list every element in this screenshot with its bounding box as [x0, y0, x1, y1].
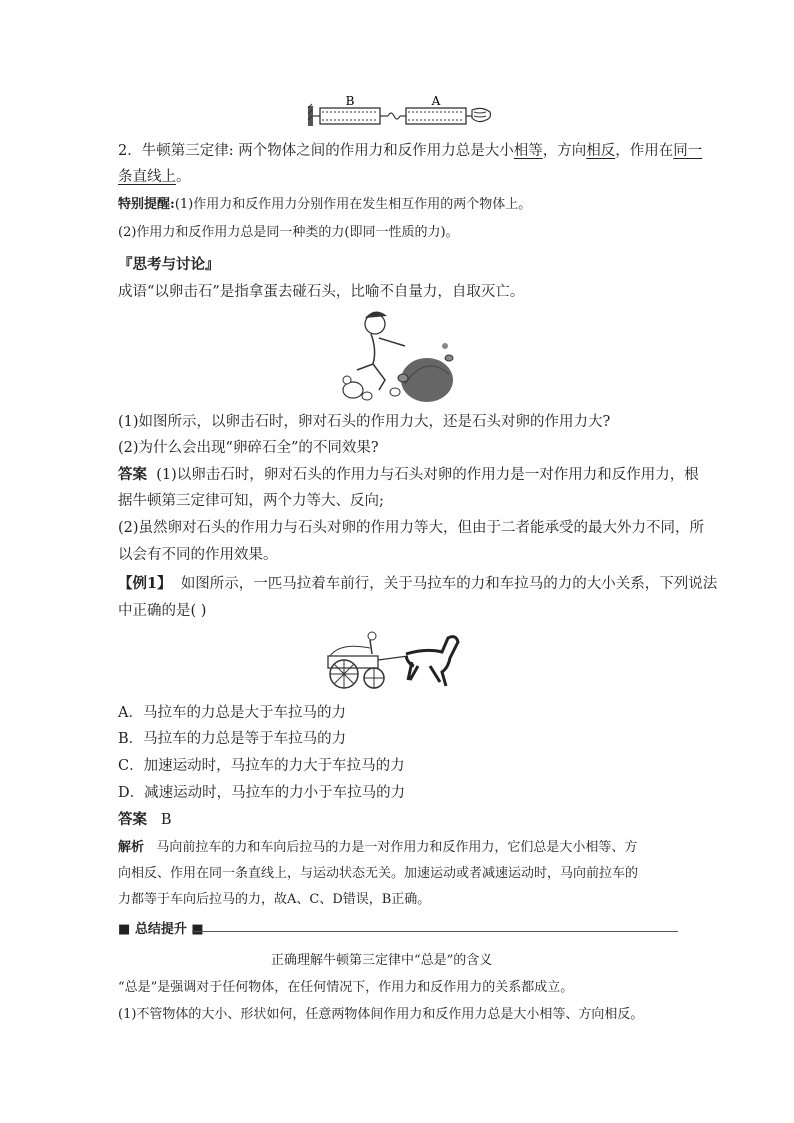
discussion-heading: 『思考与讨论』: [118, 256, 220, 273]
analysis-line-2: 向相反、作用在同一条直线上，与运动状态无关。加速运动或者减速运动时，马向前拉车的: [118, 866, 639, 881]
option-c: C．加速运动时，马拉车的力大于车拉马的力: [118, 758, 405, 774]
option-a: A．马拉车的力总是大于车拉马的力: [118, 705, 346, 721]
discussion-question-1: (1)如图所示，以卵击石时，卵对石头的作用力大，还是石头对卵的作用力大?: [118, 414, 611, 430]
option-b: B．马拉车的力总是等于车拉马的力: [118, 731, 347, 747]
law-text: ，方向: [542, 143, 587, 159]
answer-label: 答案: [118, 466, 147, 483]
law-blank-same: 同一: [673, 143, 703, 159]
reminder-point-2: (2)作用力和反作用力总是同一种类的力(即同一性质的力)。: [118, 225, 459, 240]
example-label: 【例1】: [118, 575, 172, 592]
answer-text: (1)以卵击石时，卵对石头的作用力与石头对卵的作用力是一对作用力和反作用力，根: [156, 467, 699, 483]
summary-title: 正确理解牛顿第三定律中“总是”的含义: [271, 953, 493, 968]
example-stem-line-2: 中正确的是( ): [118, 603, 207, 619]
summary-divider: [192, 931, 678, 932]
discussion-intro: 成语“以卵击石”是指拿蛋去碰石头，比喻不自量力，自取灭亡。: [118, 284, 525, 300]
reminder-line-1: [118, 195, 531, 215]
summary-label: [118, 920, 204, 940]
spring-label-b: B: [345, 94, 355, 108]
law-text: 。: [176, 169, 191, 185]
analysis-line-3: 力都等于车向后拉马的力，故A、C、D错误，B正确。: [118, 892, 431, 907]
spring-scales-figure: [306, 94, 492, 134]
reminder-point-1: (1)作用力和反作用力分别作用在发生相互作用的两个物体上。: [174, 197, 532, 212]
discussion-answer-line-3: (2)虽然卵对石头的作用力与石头对卵的作用力等大，但由于二者能承受的最大外力不同，所: [118, 520, 705, 536]
example-answer: [118, 810, 171, 830]
egg-stone-figure: [335, 308, 459, 408]
example-stem: 如图所示，一匹马拉着车前行，关于马拉车的力和车拉马的力的大小关系，下列说法: [180, 576, 718, 592]
discussion-answer-line-1: [118, 465, 699, 485]
discussion-question-2: (2)为什么会出现“卵碎石全”的不同效果?: [118, 440, 379, 456]
example-answer-value: B: [160, 812, 172, 828]
law-text: ，作用在: [615, 143, 674, 159]
summary-bullet-icon: ■: [118, 922, 135, 937]
analysis-text: 马向前拉车的力和车向后拉马的力是一对作用力和反作用力，它们总是大小相等、方: [156, 840, 638, 855]
law-text: 2．牛顿第三定律: 两个物体之间的作用力和反作用力总是大小: [118, 143, 514, 159]
option-d: D．减速运动时，马拉车的力小于车拉马的力: [118, 785, 406, 801]
horse-cart-figure: [322, 626, 468, 692]
example-stem-line-1: [118, 574, 717, 594]
law-blank-opposite: 相反: [586, 143, 616, 159]
law-line-2: [118, 167, 191, 187]
analysis-line-1: [118, 838, 637, 858]
summary-line-2: (1)不管物体的大小、形状如何，任意两物体间作用力和反作用力总是大小相等、方向相反。: [118, 1007, 644, 1022]
analysis-label: 解析: [118, 840, 145, 855]
law-blank-line: 条直线上: [118, 169, 176, 185]
discussion-answer-line-2: 据牛顿第三定律可知，两个力等大、反向;: [118, 493, 384, 509]
law-line-1: [118, 141, 702, 161]
law-blank-equal: 相等: [513, 143, 543, 159]
example-answer-label: 答案: [118, 811, 147, 828]
summary-bullet-icon: ■: [186, 922, 204, 937]
spring-label-a: A: [431, 94, 441, 108]
summary-line-1: “总是”是强调对于任何物体，在任何情况下，作用力和反作用力的关系都成立。: [118, 980, 574, 995]
discussion-answer-line-4: 以会有不同的作用效果。: [118, 547, 278, 563]
summary-label-text: 总结提升: [134, 922, 187, 937]
reminder-label: 特别提醒:: [118, 197, 175, 212]
